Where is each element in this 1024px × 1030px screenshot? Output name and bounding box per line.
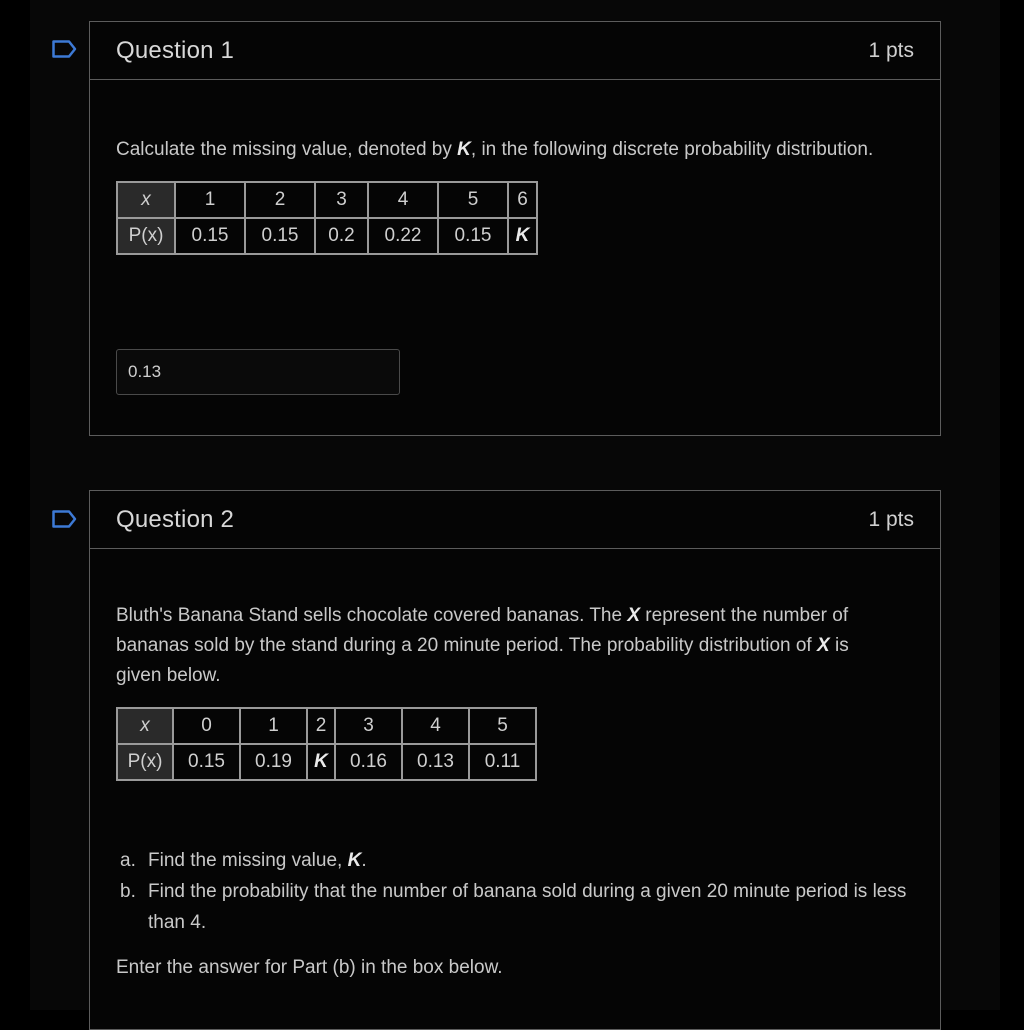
table-row-x xyxy=(117,708,536,744)
list-item: a. Find the missing value, K. xyxy=(120,850,367,871)
table-cell: 4 xyxy=(402,708,469,744)
table-cell: 1 xyxy=(240,708,307,744)
table-cell: 0.15 xyxy=(438,218,508,254)
table-cell: 0.15 xyxy=(173,744,240,780)
table-cell: 5 xyxy=(469,708,536,744)
table-header-px: P(x) xyxy=(117,744,173,780)
table-cell: 0.11 xyxy=(469,744,536,780)
question-body xyxy=(90,135,940,255)
question-header xyxy=(90,491,940,549)
table-cell: 0.2 xyxy=(315,218,368,254)
table-cell: 3 xyxy=(315,182,368,218)
table-cell: 4 xyxy=(368,182,438,218)
question-2 xyxy=(89,490,941,1030)
table-cell: 2 xyxy=(245,182,315,218)
flag-question-icon[interactable] xyxy=(52,510,77,528)
table-cell: 0.22 xyxy=(368,218,438,254)
question-body xyxy=(90,601,940,983)
probability-table xyxy=(116,181,538,255)
question-points: 1 pts xyxy=(868,38,914,62)
table-cell-k: K xyxy=(307,744,335,780)
question-points: 1 pts xyxy=(868,507,914,531)
table-header-px: P(x) xyxy=(117,218,175,254)
table-cell: 0.15 xyxy=(175,218,245,254)
table-cell: 1 xyxy=(175,182,245,218)
table-header-x: x xyxy=(117,182,175,218)
question-header xyxy=(90,22,940,80)
question-title: Question 2 xyxy=(116,505,235,533)
table-row-px xyxy=(117,744,536,780)
answer-input[interactable]: 0.13 xyxy=(116,349,400,395)
table-cell: 0.13 xyxy=(402,744,469,780)
table-cell-k: K xyxy=(508,218,537,254)
table-row-x xyxy=(117,182,537,218)
list-item: b. Find the probability that the number of banana sold during a given 20 minute period is less than 4. xyxy=(120,881,907,933)
question-parts xyxy=(116,845,914,938)
probability-table xyxy=(116,707,537,781)
answer-instruction: Enter the answer for Part (b) in the box below. xyxy=(116,957,503,978)
table-cell: 2 xyxy=(307,708,335,744)
question-1 xyxy=(89,21,941,436)
left-margin xyxy=(0,0,30,1010)
table-cell: 0.16 xyxy=(335,744,402,780)
table-cell: 0.19 xyxy=(240,744,307,780)
table-header-x: x xyxy=(117,708,173,744)
table-cell: 3 xyxy=(335,708,402,744)
table-row-px xyxy=(117,218,537,254)
table-cell: 6 xyxy=(508,182,537,218)
right-margin xyxy=(1000,0,1024,1010)
flag-question-icon[interactable] xyxy=(52,40,77,58)
table-cell: 0 xyxy=(173,708,240,744)
question-prompt: Bluth's Banana Stand sells chocolate covered bananas. The X represent the number of bananas sold by the stand during a 20 minute period. The probability distribution of X is given below. xyxy=(116,605,849,686)
table-cell: 0.15 xyxy=(245,218,315,254)
question-title: Question 1 xyxy=(116,36,235,64)
question-prompt: Calculate the missing value, denoted by K, in the following discrete probability distribution. xyxy=(116,139,874,160)
table-cell: 5 xyxy=(438,182,508,218)
